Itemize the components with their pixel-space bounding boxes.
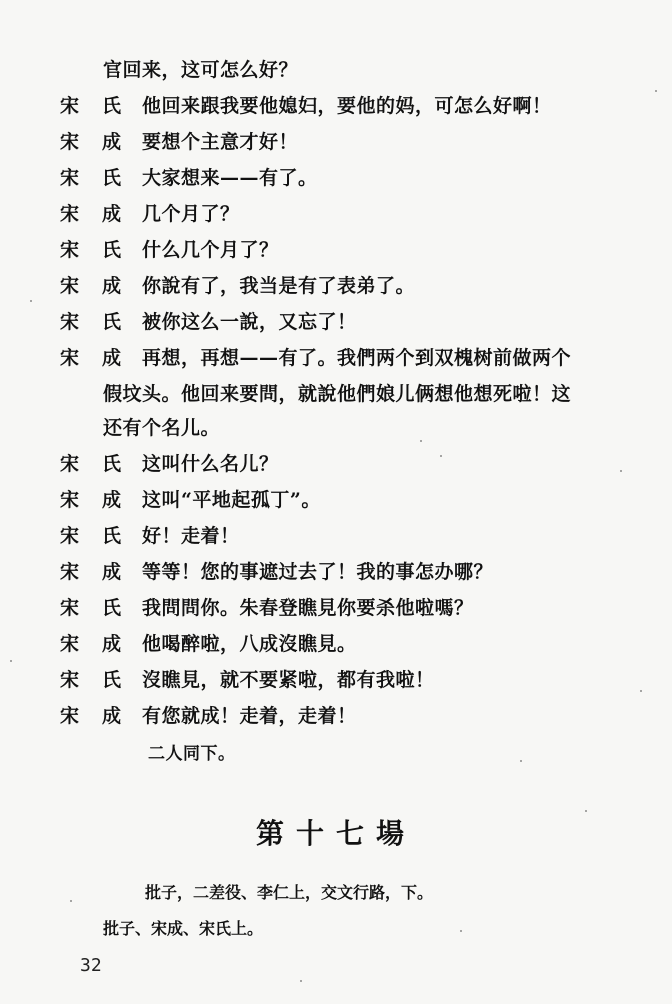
dialogue-text: 要想个主意才好！ bbox=[142, 131, 299, 153]
dialogue-text: 等等！您的事遮过去了！我的事怎办哪？ bbox=[142, 561, 494, 583]
scan-speck bbox=[70, 900, 72, 902]
stage-note: 批子、宋成、宋氏上。 bbox=[103, 919, 264, 938]
scene-title: 第十七場 bbox=[255, 817, 416, 850]
dialogue-text: 有您就成！走着，走着！ bbox=[142, 705, 357, 727]
stage-direction: 二人同下。 bbox=[148, 744, 236, 764]
scan-speck bbox=[520, 760, 522, 762]
dialogue-line bbox=[60, 590, 632, 626]
scan-speck bbox=[10, 660, 12, 662]
dialogue-line-continuation bbox=[103, 52, 632, 88]
dialogue-line bbox=[60, 446, 632, 482]
dialogue-text: 大家想来——有了。 bbox=[142, 167, 318, 189]
speaker-name: 宋 氏 bbox=[60, 525, 122, 547]
scan-speck bbox=[300, 980, 302, 982]
speaker-name: 宋 成 bbox=[60, 203, 122, 225]
dialogue-line bbox=[60, 160, 632, 196]
scan-speck bbox=[460, 930, 462, 932]
scan-speck bbox=[655, 90, 657, 92]
dialogue-line bbox=[60, 662, 632, 698]
dialogue-text: 他喝醉啦，八成沒瞧見。 bbox=[142, 633, 357, 655]
dialogue-text: 这叫什么名儿？ bbox=[142, 453, 279, 475]
dialogue-text: 官回来，这可怎么好？ bbox=[103, 59, 299, 81]
speaker-name: 宋 氏 bbox=[60, 311, 122, 333]
dialogue-text: 还有个名儿。 bbox=[103, 417, 221, 439]
dialogue-line bbox=[60, 124, 632, 160]
stage-note: 批子，二差役、李仁上，交文行路，下。 bbox=[145, 883, 434, 902]
dialogue-line bbox=[60, 626, 632, 662]
dialogue-line bbox=[60, 88, 632, 124]
dialogue-line bbox=[60, 268, 632, 304]
speaker-name: 宋 氏 bbox=[60, 597, 122, 619]
dialogue-text: 假坟头。他回来要問，就說他們娘儿俩想他想死啦！这 bbox=[103, 383, 572, 405]
page-number: 32 bbox=[80, 955, 102, 976]
dialogue-line-continuation bbox=[103, 376, 632, 412]
dialogue-line bbox=[60, 304, 632, 340]
speaker-name: 宋 氏 bbox=[60, 239, 122, 261]
dialogue-text: 什么几个月了？ bbox=[142, 239, 279, 261]
speaker-name: 宋 成 bbox=[60, 489, 122, 511]
speaker-name: 宋 成 bbox=[60, 633, 122, 655]
speaker-name: 宋 成 bbox=[60, 347, 122, 369]
dialogue-line bbox=[60, 232, 632, 268]
dialogue-line bbox=[60, 518, 632, 554]
dialogue-line bbox=[60, 482, 632, 518]
scan-speck bbox=[585, 810, 587, 812]
dialogue-text: 我問問你。朱春登瞧見你要杀他啦嗎？ bbox=[142, 597, 474, 619]
dialogue-text: 几个月了？ bbox=[142, 203, 240, 225]
scan-speck bbox=[440, 455, 442, 457]
dialogue-line bbox=[60, 196, 632, 232]
dialogue-text: 被你这么一說，又忘了！ bbox=[142, 311, 357, 333]
dialogue-text: 你說有了，我当是有了表弟了。 bbox=[142, 275, 416, 297]
dialogue-text: 这叫“平地起孤丁”。 bbox=[142, 489, 321, 511]
scan-speck bbox=[640, 690, 642, 692]
speaker-name: 宋 氏 bbox=[60, 453, 122, 475]
speaker-name: 宋 氏 bbox=[60, 95, 122, 117]
dialogue-line bbox=[60, 554, 632, 590]
dialogue-line-continuation bbox=[103, 410, 632, 446]
dialogue-text: 好！走着！ bbox=[142, 525, 240, 547]
scan-speck bbox=[30, 300, 32, 302]
speaker-name: 宋 成 bbox=[60, 705, 122, 727]
speaker-name: 宋 氏 bbox=[60, 167, 122, 189]
scan-speck bbox=[420, 440, 422, 442]
scan-speck bbox=[620, 470, 622, 472]
dialogue-text: 再想，再想——有了。我們两个到双槐树前做两个 bbox=[142, 347, 572, 369]
speaker-name: 宋 成 bbox=[60, 561, 122, 583]
dialogue-text: 他回来跟我要他媳妇，要他的妈，可怎么好啊！ bbox=[142, 95, 552, 117]
speaker-name: 宋 氏 bbox=[60, 669, 122, 691]
speaker-name: 宋 成 bbox=[60, 131, 122, 153]
dialogue-line bbox=[60, 340, 632, 376]
dialogue-line bbox=[60, 698, 632, 734]
speaker-name: 宋 成 bbox=[60, 275, 122, 297]
dialogue-text: 沒瞧見，就不要紧啦，都有我啦！ bbox=[142, 669, 435, 691]
